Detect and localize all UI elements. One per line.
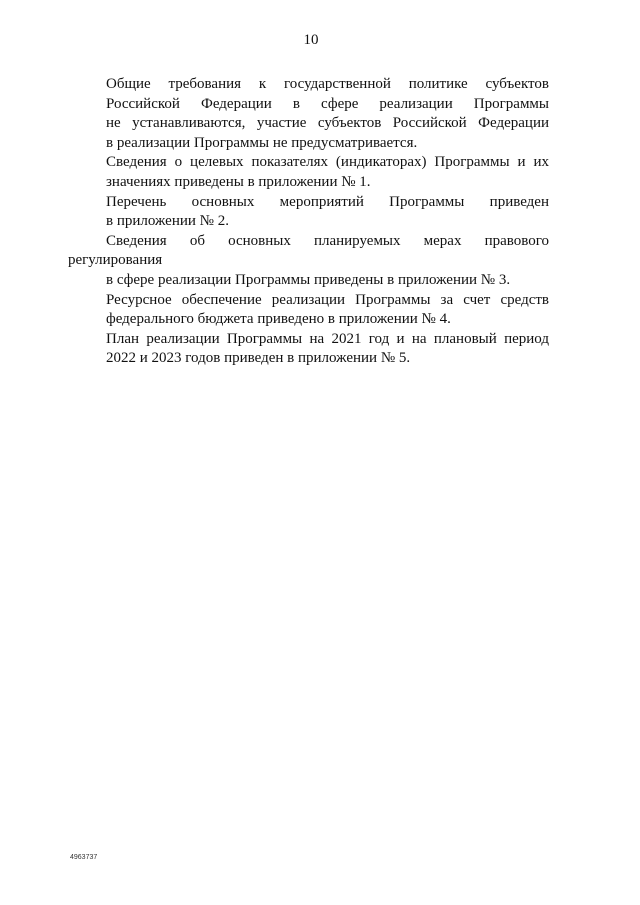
- paragraph-legal-regulation: [68, 232, 549, 291]
- paragraph-regional-policy: [68, 75, 549, 153]
- paragraph-indicators: [68, 153, 549, 192]
- paragraph-line: Ресурсное обеспечение реализации Программы за счет средств: [106, 291, 549, 308]
- document-body: [68, 75, 549, 369]
- paragraph-line: Сведения о целевых показателях (индикаторах) Программы и их: [106, 154, 549, 171]
- paragraph-implementation-plan: [68, 330, 549, 369]
- paragraph-line: 2022 и 2023 годов приведен в приложении № 5.: [106, 350, 411, 367]
- paragraph-line: Перечень основных мероприятий Программы приведен: [106, 193, 549, 210]
- paragraph-resource-support: [68, 291, 549, 330]
- paragraph-line: Российской Федерации в сфере реализации Программы: [106, 95, 549, 112]
- paragraph-main-activities: [68, 193, 549, 232]
- document-id: 4963737: [70, 854, 98, 861]
- paragraph-line: в сфере реализации Программы приведены в приложении № 3.: [106, 271, 511, 288]
- paragraph-line: Общие требования к государственной политике субъектов: [106, 76, 549, 92]
- paragraph-line: федерального бюджета приведено в приложении № 4.: [106, 311, 451, 328]
- paragraph-line: значениях приведены в приложении № 1.: [106, 173, 371, 190]
- page-number: 10: [303, 32, 319, 48]
- paragraph-line: в приложении № 2.: [106, 213, 229, 230]
- paragraph-line: Сведения об основных планируемых мерах правового регулирования: [68, 232, 549, 269]
- paragraph-line: План реализации Программы на 2021 год и на плановый период: [106, 330, 549, 347]
- paragraph-line: в реализации Программы не предусматривается.: [106, 134, 418, 151]
- paragraph-line: не устанавливаются, участие субъектов Российской Федерации: [106, 115, 549, 132]
